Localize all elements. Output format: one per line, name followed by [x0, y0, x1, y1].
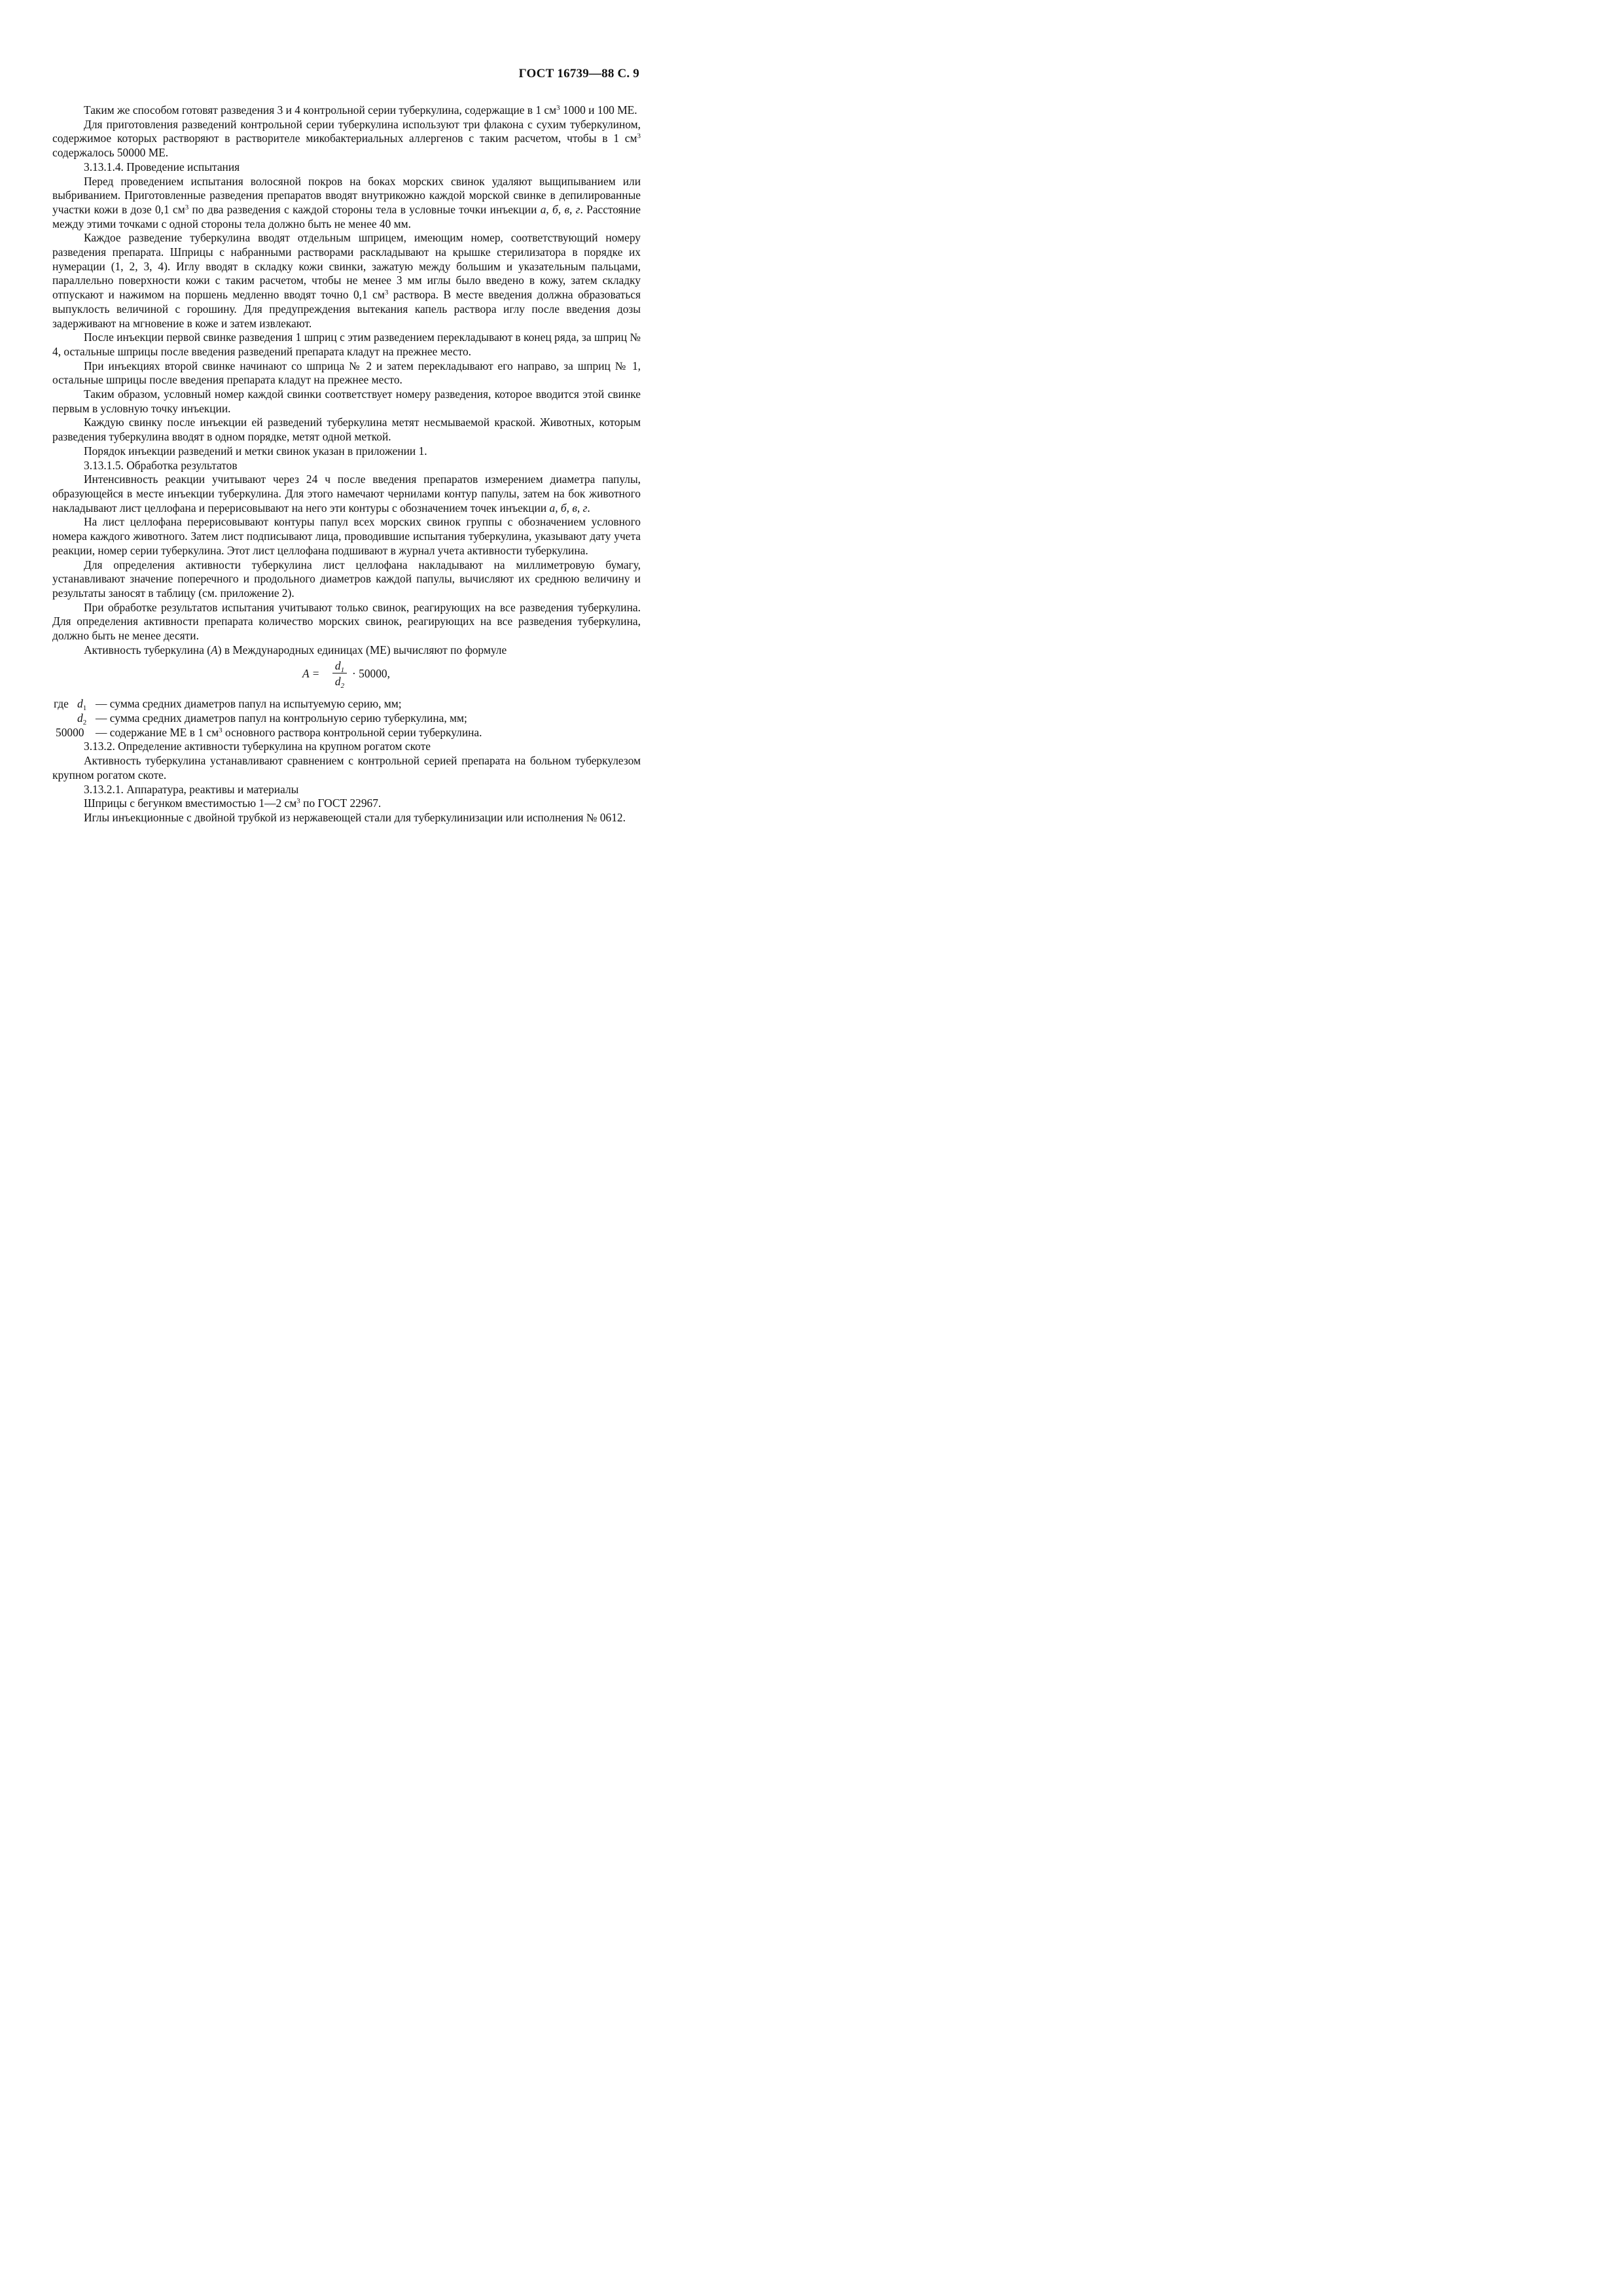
symbol-sub: 2: [82, 719, 87, 727]
definition-text: — сумма средних диаметров папул на контрольную серию туберкулина, мм;: [96, 711, 467, 725]
text: 1000 и 100 МЕ.: [560, 103, 637, 117]
symbol-var: d: [77, 711, 83, 725]
text: раствора. В месте введения должна образоваться выпуклость величиной с горошину. Для предупреждения вытекания капель раствора иглу после введения дозы задерживают на мгновение в коже и затем извлекают.: [52, 288, 641, 330]
paragraph: [52, 118, 641, 160]
section-heading: 3.13.1.4. Проведение испытания: [84, 160, 240, 173]
paragraph: Для определения активности туберкулина лист целлофана накладывают на миллиметровую бумагу, устанавливают значение поперечного и продольного диаметров каждой папулы, вычисляют их среднюю величину и результаты заносят в таблицу (см. приложение 2).: [52, 558, 641, 600]
numerator-sub: 1: [340, 666, 345, 675]
superscript: 3: [185, 203, 189, 211]
superscript: 3: [296, 797, 300, 806]
superscript: 3: [556, 104, 560, 112]
formula-rhs: · 50000,: [352, 667, 390, 681]
text: Перед проведением испытания волосяной покров на боках морских свинок удаляют выщипыванием или выбриванием. Приготовленные разведения препаратов вводят внутрикожно каждой морской свинке в депилированные участки кожи в дозе 0,1 см: [52, 174, 641, 216]
definition-d2: [52, 711, 641, 726]
section-heading: 3.13.2. Определение активности туберкулина на крупном рогатом скоте: [84, 740, 431, 753]
paragraph: [52, 175, 641, 232]
text: основного раствора контрольной серии туберкулина.: [222, 725, 482, 739]
where-word: где: [54, 697, 69, 711]
paragraph: Иглы инъекционные с двойной трубкой из нержавеющей стали для туберкулинизации или исполнения № 0612.: [84, 811, 626, 824]
text: Таким же способом готовят разведения 3 и 4 контрольной серии туберкулина, содержащие в 1 см: [84, 103, 557, 117]
denominator-var: d: [334, 675, 341, 689]
formula-definitions: [52, 697, 641, 740]
text: ) в Международных единицах (МЕ) вычисляют по формуле: [217, 643, 507, 656]
running-header: ГОСТ 16739—88 С. 9: [518, 67, 639, 81]
formula-denominator: [332, 675, 347, 691]
superscript: 3: [219, 726, 223, 734]
paragraph: [52, 231, 641, 331]
text: . Расстояние между этими точками с одной стороны тела должно быть не менее 40 мм.: [52, 202, 641, 230]
paragraph: Таким образом, условный номер каждой свинки соответствует номеру разведения, которое вводится этой свинке первым в условную точку инъекции.: [52, 387, 641, 415]
paragraph: При обработке результатов испытания учитывают только свинок, реагирующих на все разведения туберкулина. Для определения активности препарата количество морских свинок, реагирующих на все разведения туберкулина, должно быть не менее десяти.: [52, 600, 641, 643]
paragraph: [52, 103, 641, 118]
definition-symbol: [77, 711, 86, 726]
document-body: [52, 103, 641, 825]
numerator-var: d: [334, 659, 341, 673]
document-page: [0, 0, 722, 1022]
paragraph: На лист целлофана перерисовывают контуры папул всех морских свинок группы с обозначением условного номера каждого животного. Затем лист подписывают лица, проводившие испытания туберкулина, указывают дату учета реакции, номер серии туберкулина. Этот лист целлофана подшивают в журнал учета активности туберкулина.: [52, 515, 641, 557]
section-heading: 3.13.1.5. Обработка результатов: [84, 458, 238, 472]
text: по два разведения с каждой стороны тела в условные точки инъекции: [188, 202, 541, 216]
definition-text: [96, 726, 482, 740]
denominator-sub: 2: [340, 682, 345, 691]
formula-numerator: [332, 659, 347, 675]
paragraph: Активность туберкулина устанавливают сравнением с контрольной серией препарата на больном туберкулезом крупном рогатом скоте.: [52, 754, 641, 781]
paragraph: [52, 473, 641, 515]
superscript: 3: [637, 132, 641, 141]
text: содержалось 50000 МЕ.: [52, 146, 169, 160]
text: по ГОСТ 22967.: [300, 797, 382, 810]
superscript: 3: [384, 289, 389, 297]
definition-symbol: [77, 697, 86, 711]
definition-d1: [52, 697, 641, 711]
text: Активность туберкулина (: [84, 643, 211, 656]
italic-text: а, б, в, г: [549, 501, 588, 514]
formula-lhs: A =: [302, 667, 320, 681]
definition-symbol: 50000: [56, 725, 84, 739]
text: — содержание МЕ в 1 см: [96, 725, 219, 739]
formula-fraction: [332, 659, 347, 691]
activity-formula: [52, 659, 641, 693]
section-heading: 3.13.2.1. Аппаратура, реактивы и материалы: [84, 782, 299, 796]
paragraph: Каждую свинку после инъекции ей разведений туберкулина метят несмываемой краской. Животных, которым разведения туберкулина вводят в одном порядке, метят одной меткой.: [52, 416, 641, 444]
text: .: [587, 501, 590, 514]
symbol-sub: 1: [82, 704, 87, 713]
definition-text: — сумма средних диаметров папул на испытуемую серию, мм;: [96, 697, 402, 711]
text: Шприцы с бегунком вместимостью 1—2 см: [84, 797, 297, 810]
text: Интенсивность реакции учитывают через 24 ч после введения препаратов измерением диаметра папулы, образующейся в месте инъекции туберкулина. Для этого намечают чернилами контур папулы, затем на бок животного накладывают лист целлофана и перерисовывают на него эти контуры с обозначением точек инъекции: [52, 473, 641, 514]
italic-text: А: [211, 643, 218, 656]
italic-text: а, б, в, г: [540, 202, 580, 216]
paragraph: При инъекциях второй свинке начинают со шприца № 2 и затем перекладывают его направо, за шприц № 1, остальные шприцы после введения препарата кладут на прежнее место.: [52, 359, 641, 387]
symbol-var: d: [77, 697, 83, 711]
paragraph: [52, 797, 641, 811]
text: Для приготовления разведений контрольной серии туберкулина используют три флакона с сухим туберкулином, содержимое которых растворяют в растворителе микобактериальных аллергенов с таким расчетом, чтобы в 1 см: [52, 117, 641, 145]
definition-constant: [52, 726, 641, 740]
paragraph: [52, 643, 641, 658]
text: Каждое разведение туберкулина вводят отдельным шприцем, имеющим номер, соответствующий номеру разведения препарата. Шприцы с набранными растворами раскладывают на крышке стерилизатора в порядке их нумерации (1, 2, 3, 4). Иглу вводят в складку кожи свинки, зажатую между большим и указательным пальцами, параллельно поверхности кожи с таким расчетом, чтобы не менее 3 мм иглы было введено в кожу, затем складку отпускают и нажимом на поршень медленно вводят точно 0,1 см: [52, 231, 641, 302]
paragraph: После инъекции первой свинке разведения 1 шприц с этим разведением перекладывают в конец ряда, за шприц № 4, остальные шприцы после введения разведений препарата кладут на прежнее место.: [52, 331, 641, 358]
paragraph: Порядок инъекции разведений и метки свинок указан в приложении 1.: [84, 444, 427, 457]
